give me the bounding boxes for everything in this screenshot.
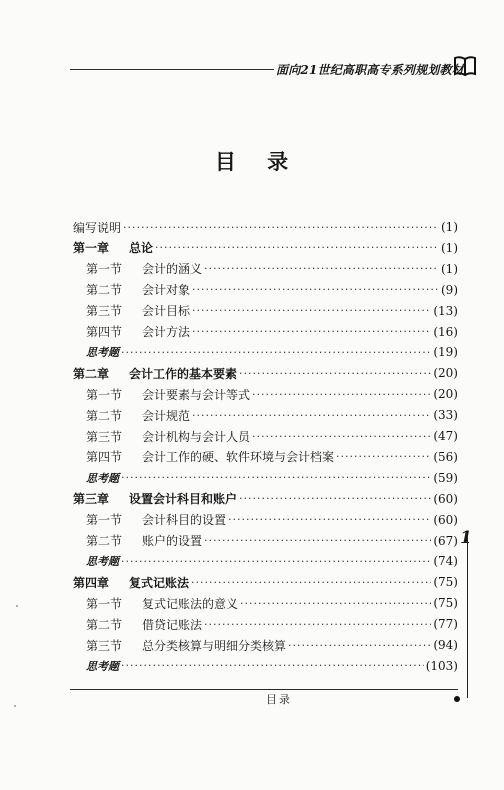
toc-entry-title: 会计规范 — [142, 408, 191, 423]
toc-entry — [73, 489, 458, 509]
toc-leader-dots — [121, 346, 431, 359]
toc-leader-dots — [121, 471, 431, 484]
toc-entry-page: (103) — [425, 658, 458, 673]
toc-entry — [86, 384, 458, 404]
toc-leader-dots — [121, 659, 424, 672]
toc-entry — [86, 656, 458, 676]
toc-entry-number: 第三节 — [86, 638, 123, 653]
toc-entry — [86, 301, 458, 321]
toc-entry-page: (94) — [433, 638, 458, 652]
toc-entry-page: (20) — [433, 366, 458, 381]
toc-entry-page: (56) — [433, 449, 458, 464]
toc-entry-title: 思考题 — [86, 659, 119, 673]
toc-entry-title: 思考题 — [86, 555, 119, 569]
toc-entry — [86, 551, 458, 571]
toc-leader-dots — [192, 283, 439, 296]
toc-entry-number: 第三节 — [86, 304, 123, 319]
toc-entry-title: 总论 — [129, 241, 154, 256]
toc-entry — [86, 447, 458, 467]
toc-entry-title: 复式记账法的意义 — [142, 596, 239, 611]
toc-leader-dots — [192, 409, 431, 422]
toc-entry-number: 第一节 — [86, 262, 123, 277]
toc-entry — [86, 426, 458, 446]
toc-entry-title: 总分类核算与明细分类核算 — [142, 638, 287, 653]
toc-entry-title: 会计工作的基本要素 — [129, 366, 238, 381]
toc-entry-page: (47) — [433, 429, 458, 443]
toc-entry — [86, 593, 458, 613]
running-footer: 目录 — [266, 693, 292, 706]
toc-entry-title: 思考题 — [86, 471, 119, 485]
toc-entry-page: (33) — [433, 408, 458, 423]
toc-entry — [73, 217, 458, 237]
header-rule — [70, 69, 274, 70]
toc-entry — [86, 635, 458, 655]
toc-leader-dots — [204, 534, 431, 547]
toc-leader-dots — [192, 325, 431, 338]
toc-entry-title: 账户的设置 — [142, 534, 203, 548]
toc-entry-number: 第四节 — [86, 325, 123, 339]
scan-speck — [14, 705, 16, 707]
page-title: 目 录 — [214, 150, 290, 174]
toc-entry-number: 第一节 — [86, 513, 123, 528]
margin-rule — [467, 536, 468, 698]
toc-entry — [86, 259, 458, 279]
toc-leader-dots — [239, 367, 431, 380]
toc-entry-page: (75) — [433, 575, 458, 590]
scan-speck — [16, 605, 18, 607]
footer-dot — [454, 696, 460, 702]
toc-entry-title: 会计要素与会计等式 — [142, 387, 251, 402]
toc-entry-page: (74) — [433, 554, 458, 569]
toc-entry — [73, 238, 458, 258]
toc-entry-number: 第一节 — [86, 387, 123, 402]
toc-leader-dots — [288, 639, 431, 652]
toc-entry-number: 第二节 — [86, 283, 123, 298]
toc-entry-title: 借贷记账法 — [142, 617, 203, 632]
toc-entry-number: 第三节 — [86, 429, 123, 444]
book-icon — [454, 56, 476, 76]
toc-entry — [86, 510, 458, 530]
toc-entry-page: (1) — [441, 240, 458, 255]
toc-entry — [86, 405, 458, 425]
toc-entry-page: (60) — [433, 491, 458, 506]
toc-entry-number: 第三章 — [73, 492, 110, 507]
toc-entry-page: (75) — [433, 596, 458, 611]
toc-entry-page: (16) — [433, 324, 458, 339]
toc-leader-dots — [155, 241, 439, 254]
toc-entry-number: 第四章 — [73, 575, 110, 590]
toc-leader-dots — [252, 430, 431, 443]
toc-entry-title: 会计工作的硬、软件环境与会计档案 — [142, 450, 335, 465]
toc-entry-number: 第二节 — [86, 534, 123, 548]
toc-entry-title: 复式记账法 — [129, 575, 190, 590]
page-number: 1 — [460, 528, 472, 548]
toc-entry-title: 会计的涵义 — [142, 262, 203, 277]
toc-entry-page: (1) — [441, 220, 458, 234]
toc-entry — [86, 614, 458, 634]
toc-entry-number: 第四节 — [86, 450, 123, 465]
toc-leader-dots — [123, 221, 439, 234]
toc-entry-page: (13) — [433, 303, 458, 318]
toc-entry — [86, 342, 458, 362]
toc-entry-title: 会计机构与会计人员 — [142, 429, 251, 444]
toc-entry-number: 第二节 — [86, 617, 123, 632]
toc-entry — [73, 572, 458, 592]
toc-entry-title: 会计科目的设置 — [142, 513, 227, 528]
toc-entry-number: 第二章 — [73, 366, 110, 381]
toc-entry-page: (60) — [433, 512, 458, 527]
toc-leader-dots — [121, 555, 431, 568]
toc-entry-title: 会计对象 — [142, 283, 191, 298]
toc-entry-number: 第二节 — [86, 408, 123, 423]
toc-entry-title: 会计目标 — [142, 304, 191, 319]
footer-rule — [70, 689, 458, 690]
toc-entry-page: (19) — [433, 345, 458, 360]
toc-leader-dots — [228, 513, 431, 526]
toc-leader-dots — [239, 492, 431, 505]
toc-entry-title: 思考题 — [86, 346, 119, 360]
toc-leader-dots — [204, 618, 431, 631]
toc-entry-number: 第一节 — [86, 596, 123, 611]
toc-leader-dots — [204, 262, 439, 275]
toc-entry — [73, 363, 458, 383]
toc-leader-dots — [192, 304, 431, 317]
toc-entry — [86, 531, 458, 551]
toc-entry-page: (20) — [433, 387, 458, 402]
toc-entry-title: 编写说明 — [73, 220, 122, 235]
toc-leader-dots — [191, 576, 431, 589]
toc-entry — [86, 468, 458, 488]
toc-entry-page: (59) — [433, 470, 458, 485]
toc-entry-number: 第一章 — [73, 241, 110, 256]
toc-entry-title: 会计方法 — [142, 325, 191, 339]
toc-leader-dots — [252, 388, 431, 401]
toc-entry-page: (9) — [441, 282, 458, 297]
toc-entry — [86, 280, 458, 300]
toc-leader-dots — [240, 597, 431, 610]
toc-leader-dots — [336, 450, 431, 463]
toc-entry-page: (1) — [441, 261, 458, 276]
series-title: 面向21世纪高职高专系列规划教材 — [276, 63, 464, 77]
toc-entry-page: (67) — [433, 533, 458, 548]
toc-entry — [86, 322, 458, 342]
toc-entry-title: 设置会计科目和账户 — [129, 492, 238, 507]
toc-entry-page: (77) — [433, 617, 458, 632]
